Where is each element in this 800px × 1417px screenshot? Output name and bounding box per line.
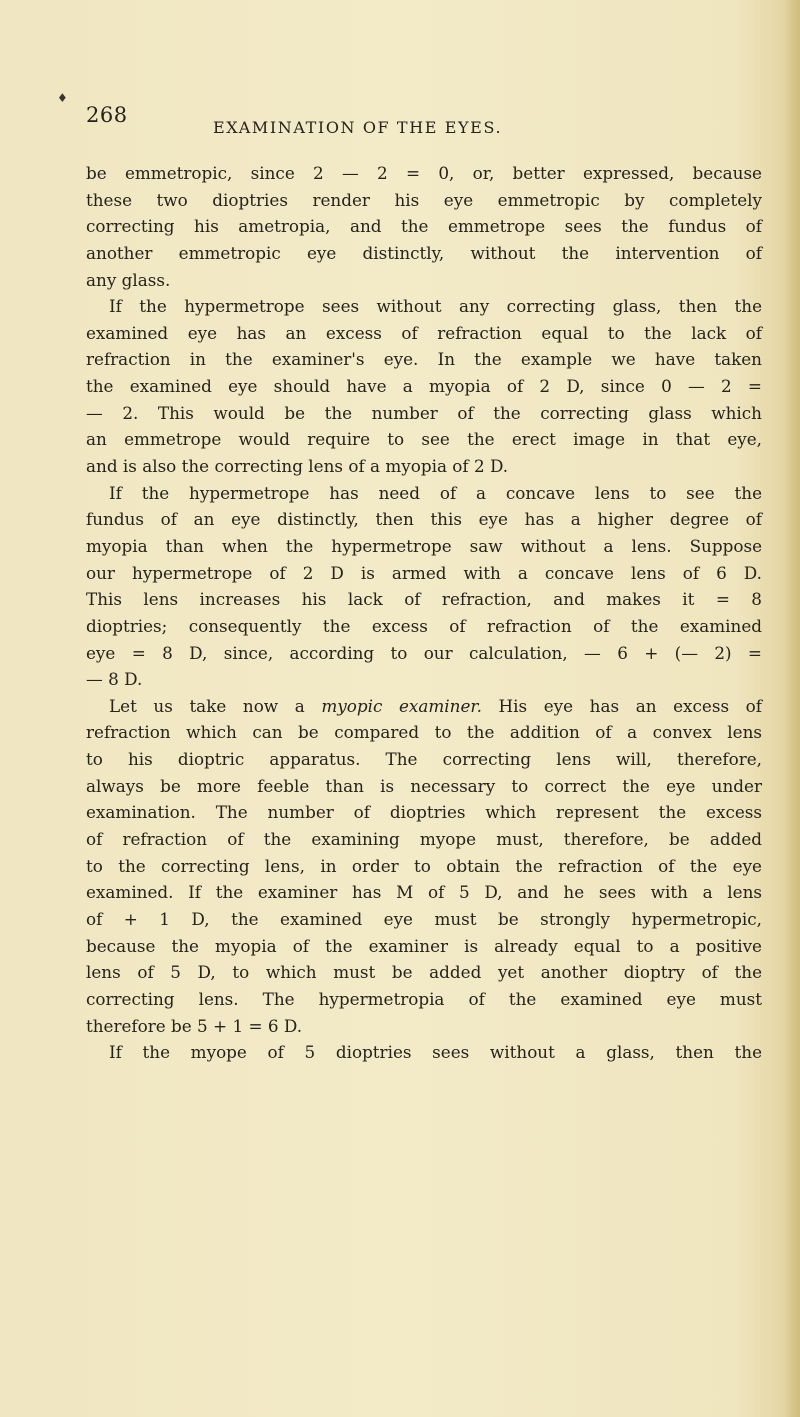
text-line: correcting his ametropia, and the emmetrope sees the fundus of (86, 216, 762, 237)
text-line: these two dioptries render his eye emmetropic by completely (86, 189, 762, 210)
text-line: and is also the correcting lens of a myopia of 2 D. (86, 456, 509, 477)
running-head: EXAMINATION OF THE EYES. (213, 118, 503, 137)
text-line: to his dioptric apparatus. The correcting lens will, therefore, (86, 749, 762, 770)
page-header (0, 103, 800, 137)
text-line: to the correcting lens, in order to obtain the refraction of the eye (86, 855, 762, 876)
text-line: dioptries; consequently the excess of refraction of the examined (86, 615, 762, 636)
text-line: of + 1 D, the examined eye must be strongly hypermetropic, (86, 908, 762, 929)
text-line: another emmetropic eye distinctly, without the intervention of (86, 242, 762, 263)
text-line: an emmetrope would require to see the erect image in that eye, (86, 429, 762, 450)
page-number: 268 (86, 103, 128, 127)
text-line: If the hypermetrope has need of a concave lens to see the (109, 482, 762, 503)
margin-mark: ♦ (57, 91, 68, 105)
italic-term: myopic examiner. (321, 695, 482, 716)
text-line: be emmetropic, since 2 — 2 = 0, or, better expressed, because (86, 163, 762, 183)
text-run: Let us take now a (109, 695, 322, 716)
text-line: the examined eye should have a myopia of 2 D, since 0 — 2 = (86, 376, 762, 397)
text-line (86, 693, 762, 720)
text-line: refraction which can be compared to the addition of a convex lens (86, 722, 762, 743)
text-line: examination. The number of dioptries which represent the excess (86, 802, 762, 823)
text-line: — 2. This would be the number of the correcting glass which (86, 402, 762, 423)
text-line: of refraction of the examining myope must, therefore, be added (86, 829, 762, 850)
text-line: our hypermetrope of 2 D is armed with a concave lens of 6 D. (86, 562, 762, 583)
body-text (86, 160, 762, 1066)
text-line: therefore be 5 + 1 = 6 D. (86, 1015, 303, 1036)
text-line: refraction in the examiner's eye. In the example we have taken (86, 349, 762, 370)
text-line: If the myope of 5 dioptries sees without a glass, then the (109, 1042, 762, 1063)
text-line: correcting lens. The hypermetropia of the examined eye must (86, 988, 762, 1009)
text-line: lens of 5 D, to which must be added yet another dioptry of the (86, 962, 762, 983)
text-run: His eye has an excess of (481, 695, 762, 716)
text-line: because the myopia of the examiner is already equal to a positive (86, 935, 762, 956)
text-line: any glass. (86, 269, 171, 290)
text-line: examined. If the examiner has M of 5 D, and he sees with a lens (86, 882, 762, 903)
text-line: myopia than when the hypermetrope saw without a lens. Suppose (86, 535, 762, 556)
text-line: always be more feeble than is necessary to correct the eye under (86, 775, 762, 796)
text-line: fundus of an eye distinctly, then this eye has a higher degree of (86, 509, 762, 530)
page-edge-shadow (784, 0, 800, 1417)
text-line: If the hypermetrope sees without any correcting glass, then the (109, 296, 762, 317)
text-line: — 8 D. (86, 669, 143, 690)
text-line: eye = 8 D, since, according to our calculation, — 6 + (— 2) = (86, 642, 762, 663)
text-line: examined eye has an excess of refraction equal to the lack of (86, 322, 762, 343)
text-line: This lens increases his lack of refraction, and makes it = 8 (86, 589, 762, 610)
